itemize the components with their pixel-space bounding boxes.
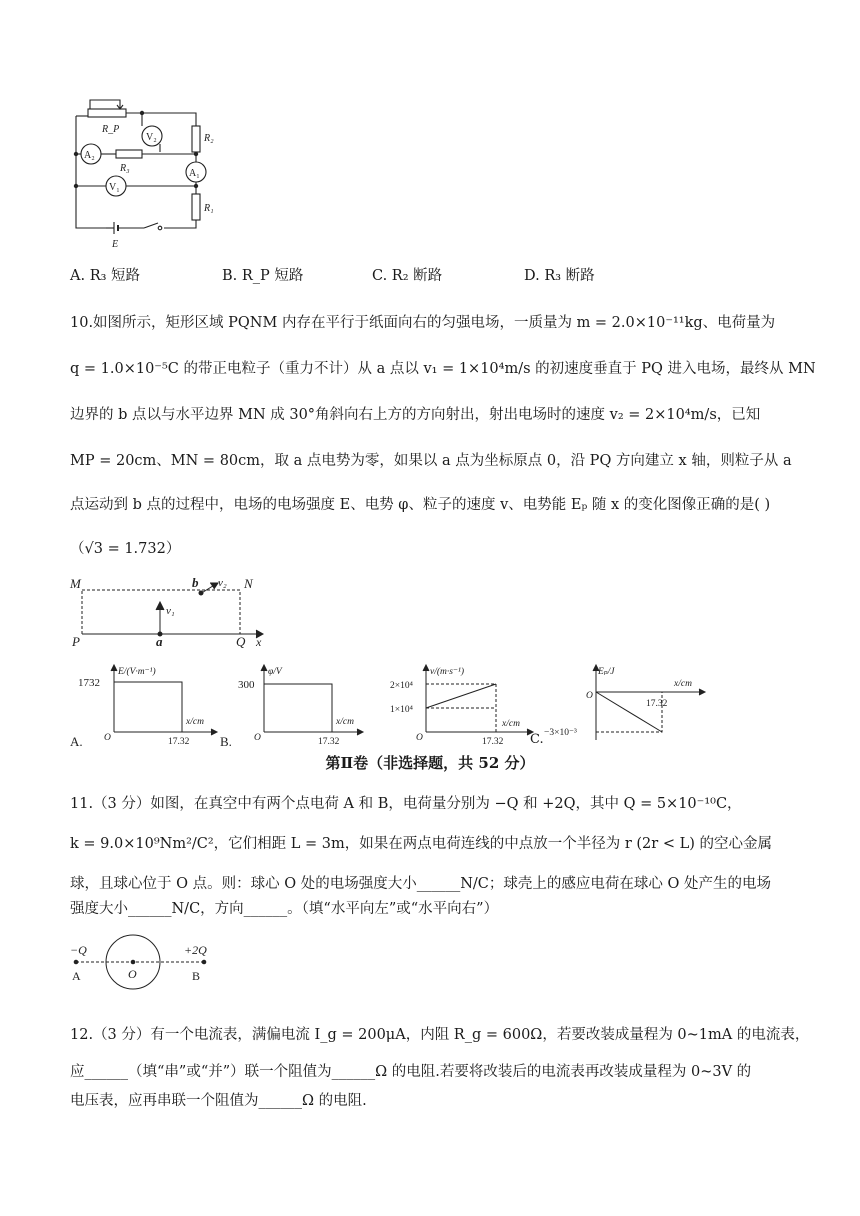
q9-option-c[interactable]: C. R₂ 断路 (372, 268, 443, 284)
graph-a[interactable] (66, 662, 222, 750)
label-plus-2q: +2Q (184, 943, 207, 957)
q10-line-5: 点运动到 b 点的过程中，电场的电场强度 E、电势 φ、粒子的速度 v、电势能 Eₚ 随 x 的变化图像正确的是( ) (70, 497, 771, 513)
graph-c-origin: O (416, 733, 423, 743)
graph-a-xlabel: x/cm (186, 717, 204, 727)
graph-b-origin: O (254, 733, 261, 743)
label-charge-b: B (192, 969, 201, 983)
label-r1: R₁ (204, 203, 214, 214)
label-x: x (256, 635, 262, 648)
graph-d-ylabel: Eₚ/J (598, 667, 615, 677)
graph-d-ytick: −3×10⁻³ (544, 728, 577, 738)
label-a2: A₂ (84, 150, 95, 161)
q10-line-1: 10.如图所示，矩形区域 PQNM 内存在平行于纸面向右的匀强电场，一质量为 m = 2.0×10⁻¹¹kg、电荷量为 (70, 315, 776, 331)
label-n: N (244, 576, 253, 591)
q12-line-2: 应______（填“串”或“并”）联一个阻值为______Ω 的电阻.若要将改装后的电流表再改装成量程为 0~3V 的 (70, 1064, 752, 1080)
q9-option-b[interactable]: B. R_P 短路 (222, 268, 304, 284)
graph-b-xtick: 17.32 (318, 737, 340, 747)
graph-a-origin: O (104, 733, 111, 743)
q9-option-d[interactable]: D. R₃ 断路 (524, 268, 595, 284)
graph-c[interactable] (382, 662, 538, 750)
label-r2: R₂ (204, 133, 214, 144)
q9-option-a[interactable]: A. R₃ 短路 (70, 268, 141, 284)
graph-b-xlabel: x/cm (336, 717, 354, 727)
graph-c-xtick: 17.32 (482, 737, 504, 747)
q12-line-1: 12.（3 分）有一个电流表，满偏电流 I_g = 200μA，内阻 R_g = 600Ω，若要改装成量程为 0~1mA 的电流表， (70, 1027, 810, 1043)
graph-d-origin: O (586, 691, 593, 701)
q12-line-3: 电压表，应再串联一个阻值为______Ω 的电阻. (70, 1093, 367, 1109)
graph-d-xlabel: x/cm (674, 679, 692, 689)
q10-line-3: 边界的 b 点以与水平边界 MN 成 30°角斜向右上方的方向射出，射出电场时的速度 v₂ = 2×10⁴m/s，已知 (70, 407, 761, 423)
q10-line-6: （√3 = 1.732） (70, 541, 181, 557)
label-r3: R₃ (120, 163, 130, 174)
label-q: Q (236, 634, 246, 648)
graph-a-xtick: 17.32 (168, 737, 190, 747)
label-a1: A₁ (189, 168, 200, 179)
label-e: E (112, 239, 119, 250)
q10-line-2: q = 1.0×10⁻⁵C 的带正电粒子（重力不计）从 a 点以 v₁ = 1×10⁴m/s 的初速度垂直于 PQ 进入电场，最终从 MN (70, 361, 816, 377)
graph-a-ytick: 1732 (78, 677, 100, 689)
graph-b-option: B. (220, 734, 232, 749)
label-rp: R_P (102, 124, 120, 135)
graph-a-ylabel: E/(V·m⁻¹) (118, 667, 156, 677)
graph-d-xtick: 17.32 (646, 699, 668, 709)
label-v1: V₁ (109, 182, 120, 193)
label-v1: v₁ (166, 605, 175, 617)
label-b: b (192, 575, 199, 590)
graph-b[interactable] (216, 662, 366, 750)
label-minus-q: −Q (70, 943, 87, 957)
label-v2: v₂ (218, 577, 227, 589)
q11-line-3: 球，且球心位于 O 点。则：球心 O 处的电场强度大小______N/C；球壳上的感应电荷在球心 O 处产生的电场 (70, 876, 771, 892)
label-a: a (156, 634, 163, 648)
q11-line-2: k = 9.0×10⁹Nm²/C²，它们相距 L = 3m，如果在两点电荷连线的中点放一个半径为 r (2r < L) 的空心金属 (70, 836, 772, 852)
graph-c-ytick-high: 2×10⁴ (390, 681, 413, 691)
graph-c-option[interactable]: C. (530, 732, 544, 747)
circuit-diagram (60, 96, 230, 256)
label-v2: V₂ (146, 132, 157, 143)
q10-line-4: MP = 20cm、MN = 80cm，取 a 点电势为零，如果以 a 点为坐标原点 0，沿 PQ 方向建立 x 轴，则粒子从 a (70, 453, 792, 469)
q11-line-1: 11.（3 分）如图，在真空中有两个点电荷 A 和 B，电荷量分别为 −Q 和 +2Q，其中 Q = 5×10⁻¹⁰C， (70, 796, 742, 812)
graph-b-ytick: 300 (238, 679, 255, 691)
label-charge-a: A (72, 969, 81, 983)
charges-sphere-diagram (64, 930, 224, 994)
q11-line-4: 强度大小______N/C，方向______。（填“水平向左”或“水平向右”） (70, 901, 499, 917)
label-m: M (70, 576, 81, 591)
field-region-diagram (66, 570, 276, 648)
graph-b-ylabel: φ/V (268, 667, 282, 677)
graph-c-ytick-low: 1×10⁴ (390, 705, 413, 715)
label-p: P (72, 634, 80, 648)
graph-c-xlabel: x/cm (502, 719, 520, 729)
section-title: 第Ⅱ卷（非选择题，共 52 分） (325, 754, 535, 772)
label-o: O (128, 967, 137, 981)
graph-a-option: A. (70, 734, 83, 749)
graph-d[interactable] (540, 662, 710, 752)
graph-c-ylabel: v/(m·s⁻¹) (430, 667, 464, 677)
